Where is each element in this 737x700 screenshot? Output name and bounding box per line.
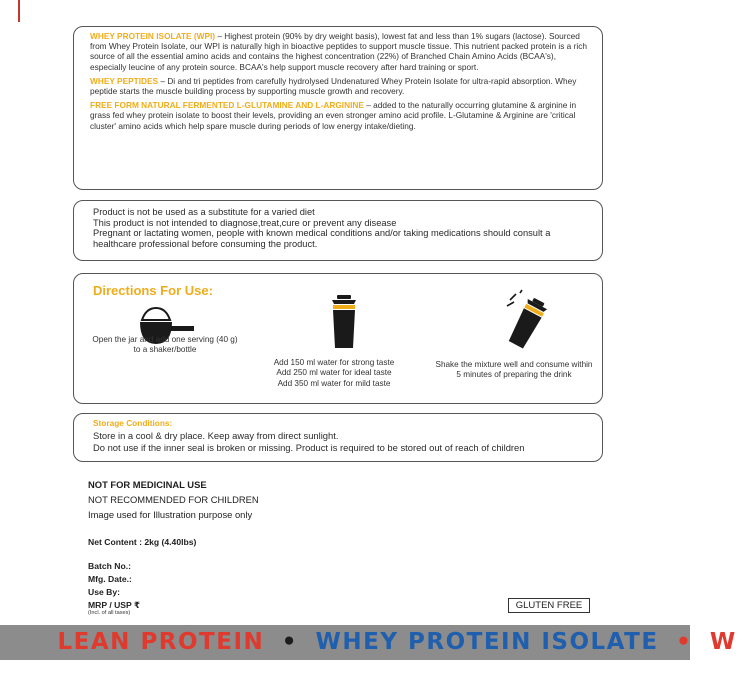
glutamine-heading: FREE FORM NATURAL FERMENTED L-GLUTAMINE AND L-ARGININE xyxy=(90,100,364,111)
step-2-line-2: Add 250 ml water for ideal taste xyxy=(276,368,392,378)
peptides-text: – Di and tri peptides from carefully hydrolysed Undenatured Whey Protein Isolate for ultra-rapid absorption. Whey peptide starts the muscle building process by supporting muscle growth and recovery. xyxy=(90,75,577,97)
gluten-free-badge: GLUTEN FREE xyxy=(508,598,590,613)
directions-box xyxy=(73,273,603,404)
step-3-text: Shake the mixture well and consume within 5 minutes of preparing the drink xyxy=(435,360,593,380)
step-2-line-3: Add 350 ml water for mild taste xyxy=(277,378,391,388)
warning-line-1: Product is not be used as a substitute for a varied diet xyxy=(93,207,315,217)
directions-title: Directions For Use: xyxy=(93,283,213,298)
storage-line-2: Do not use if the inner seal is broken or missing. Product is required to be stored out of reach of children xyxy=(93,441,525,453)
use-by-label: Use By: xyxy=(88,587,120,597)
band-separator-2: • xyxy=(676,629,693,655)
glutamine-text: – added to the naturally occurring glutamine & arginine in grass fed whey protein isolate to boost their levels, providing an even stronger amino acid profile. L-Glutamine & Arginine are 'critical cluster' amino acids which help spare muscle during periods of low energy intake/dieting. xyxy=(90,100,577,131)
band-whey-protein-isolate: WHEY PROTEIN ISOLATE xyxy=(315,629,659,655)
storage-box xyxy=(73,413,603,462)
step-1-text: Open the jar and add one serving (40 g) to a shaker/bottle xyxy=(92,335,238,355)
band-separator-1: • xyxy=(281,629,298,655)
wpi-heading: WHEY PROTEIN ISOLATE (WPI) xyxy=(90,31,216,41)
trim-mark-line xyxy=(18,0,20,22)
step-2-text xyxy=(259,358,409,389)
brand-band xyxy=(0,625,737,660)
band-trailing-letter: W xyxy=(709,629,737,655)
peptides-paragraph xyxy=(90,76,588,96)
mfg-date-label: Mfg. Date.: xyxy=(88,574,132,584)
warning-line-2: This product is not intended to diagnose,treat,cure or prevent any disease xyxy=(93,217,397,228)
warning-line-3: Pregnant or lactating women, people with known medical conditions and/or taking medications should consult a healthcare professional before consuming the product. xyxy=(93,228,551,249)
peptides-heading: WHEY PEPTIDES xyxy=(90,75,159,86)
not-medicinal-text: NOT FOR MEDICINAL USE xyxy=(88,479,207,490)
description-box xyxy=(73,26,603,190)
warning-box xyxy=(73,200,603,261)
not-children-text: NOT RECOMMENDED FOR CHILDREN xyxy=(88,494,259,505)
net-content-text: Net Content : 2kg (4.40lbs) xyxy=(88,537,197,547)
storage-title: Storage Conditions: xyxy=(93,418,173,428)
glutamine-paragraph xyxy=(90,100,588,131)
illustration-text: Image used for Illustration purpose only xyxy=(88,509,253,520)
band-lean-protein: LEAN PROTEIN xyxy=(57,629,265,655)
batch-no-label: Batch No.: xyxy=(88,561,131,571)
wpi-text: – Highest protein (90% by dry weight basis), lowest fat and less than 1% sugars (lactose). Sourced from Whey Protein Isolate, our WPI is naturally high in bioactive peptides to support muscle tissue. This nutrient packed protein is a rich source of all the essential amino acids and contains the highest concentration (22%) of Branched Chain Amino Acids (BCAA's), especially leucine of any protein source. BCAA's help support muscle recovery after hard training or sport. xyxy=(90,31,587,72)
mrp-tax-note: (Incl. of all taxes) xyxy=(88,610,131,616)
shaker-icon xyxy=(328,294,362,350)
step-2-line-1: Add 150 ml water for strong taste xyxy=(273,358,395,367)
mrp-label: MRP / USP ₹ xyxy=(88,600,140,610)
shaking-shaker-icon xyxy=(504,290,550,352)
wpi-paragraph xyxy=(90,31,588,72)
storage-line-1: Store in a cool & dry place. Keep away from direct sunlight. xyxy=(93,430,339,441)
